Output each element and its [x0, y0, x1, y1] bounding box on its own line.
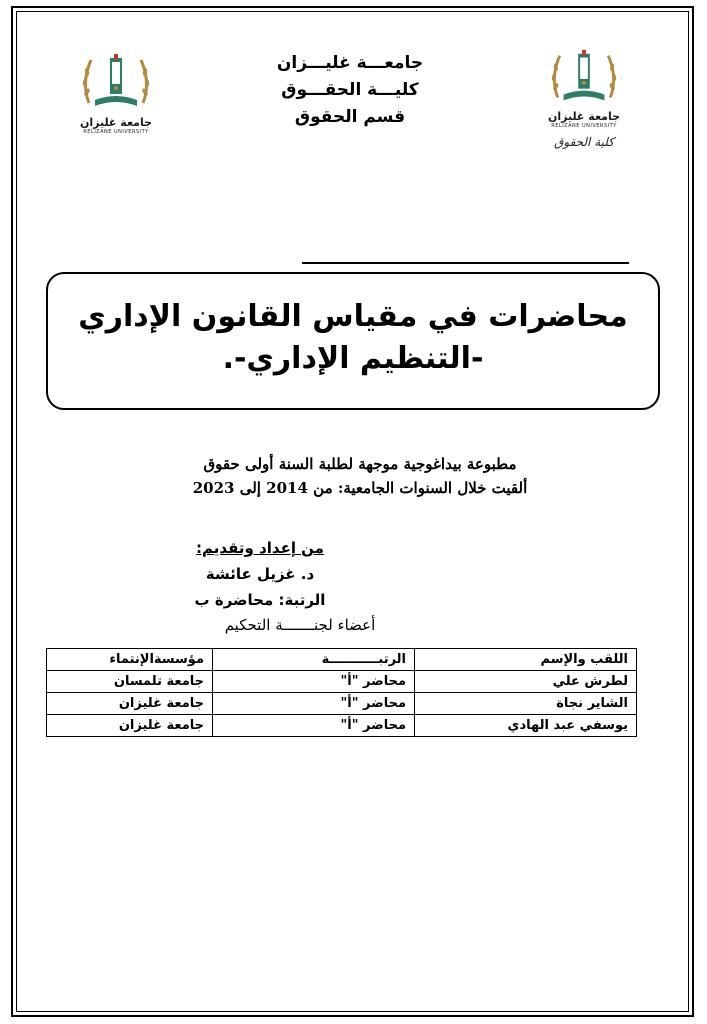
description-line-2: ألقيت خلال السنوات الجامعية: من 2014 إلى 2023: [192, 479, 528, 497]
committee-table: [46, 648, 637, 737]
title-box: [46, 272, 660, 410]
member-institution: جامعة غليزان: [47, 693, 213, 715]
logo-university-name-ar: جامعة غليزان: [79, 116, 153, 129]
university-name: جامعـــة غليـــزان: [276, 53, 424, 73]
department-name: قسم الحقوق: [294, 107, 406, 127]
logo-university-name-en: RELIZANE UNIVERSITY: [83, 129, 149, 135]
logo-university-name-ar: جامعة غليزان: [547, 110, 621, 123]
header-divider: [302, 262, 629, 264]
document-description: [60, 452, 660, 500]
column-header-institution: مؤسسةالإنتماء: [47, 649, 213, 671]
document-subtitle: -التنظيم الإداري-.: [222, 341, 484, 376]
author-name: د. غزيل عائشة: [205, 565, 315, 583]
logo-university-name-en: RELIZANE UNIVERSITY: [551, 123, 617, 129]
member-rank: محاضر "أ": [213, 671, 415, 693]
table-header-row: [47, 649, 637, 671]
university-logo-right: [540, 44, 628, 149]
author-rank: الرتبة: محاضرة ب: [194, 591, 326, 609]
university-emblem-icon: [79, 48, 153, 118]
committee-heading: أعضاء لجنـــــــة التحكيم: [224, 616, 376, 634]
member-rank: محاضر "أ": [213, 715, 415, 737]
member-name: لطرش علي: [415, 671, 637, 693]
member-rank: محاضر "أ": [213, 693, 415, 715]
document-title: محاضرات في مقياس القانون الإداري: [78, 299, 628, 334]
institution-header: [180, 50, 520, 131]
member-name: الشاير نجاة: [415, 693, 637, 715]
university-emblem-icon: [547, 44, 621, 112]
author-section: [80, 535, 440, 613]
member-institution: جامعة تلمسان: [47, 671, 213, 693]
description-line-1: مطبوعة بيداغوجية موجهة لطلبة السنة أولى حقوق: [203, 455, 517, 473]
column-header-rank: الرتبـــــــــــة: [213, 649, 415, 671]
member-institution: جامعة غليزان: [47, 715, 213, 737]
page-border-inner: [16, 11, 689, 1012]
logo-faculty-script: كلية الحقوق: [554, 135, 614, 149]
university-logo-left: [72, 48, 160, 135]
faculty-name: كليـــة الحقـــوق: [281, 80, 419, 100]
member-name: يوسفي عبد الهادي: [415, 715, 637, 737]
table-row: [47, 671, 637, 693]
table-row: [47, 715, 637, 737]
prepared-by-heading: من إعداد وتقديم:: [196, 539, 324, 557]
table-row: [47, 693, 637, 715]
column-header-name: اللقب والإسم: [415, 649, 637, 671]
